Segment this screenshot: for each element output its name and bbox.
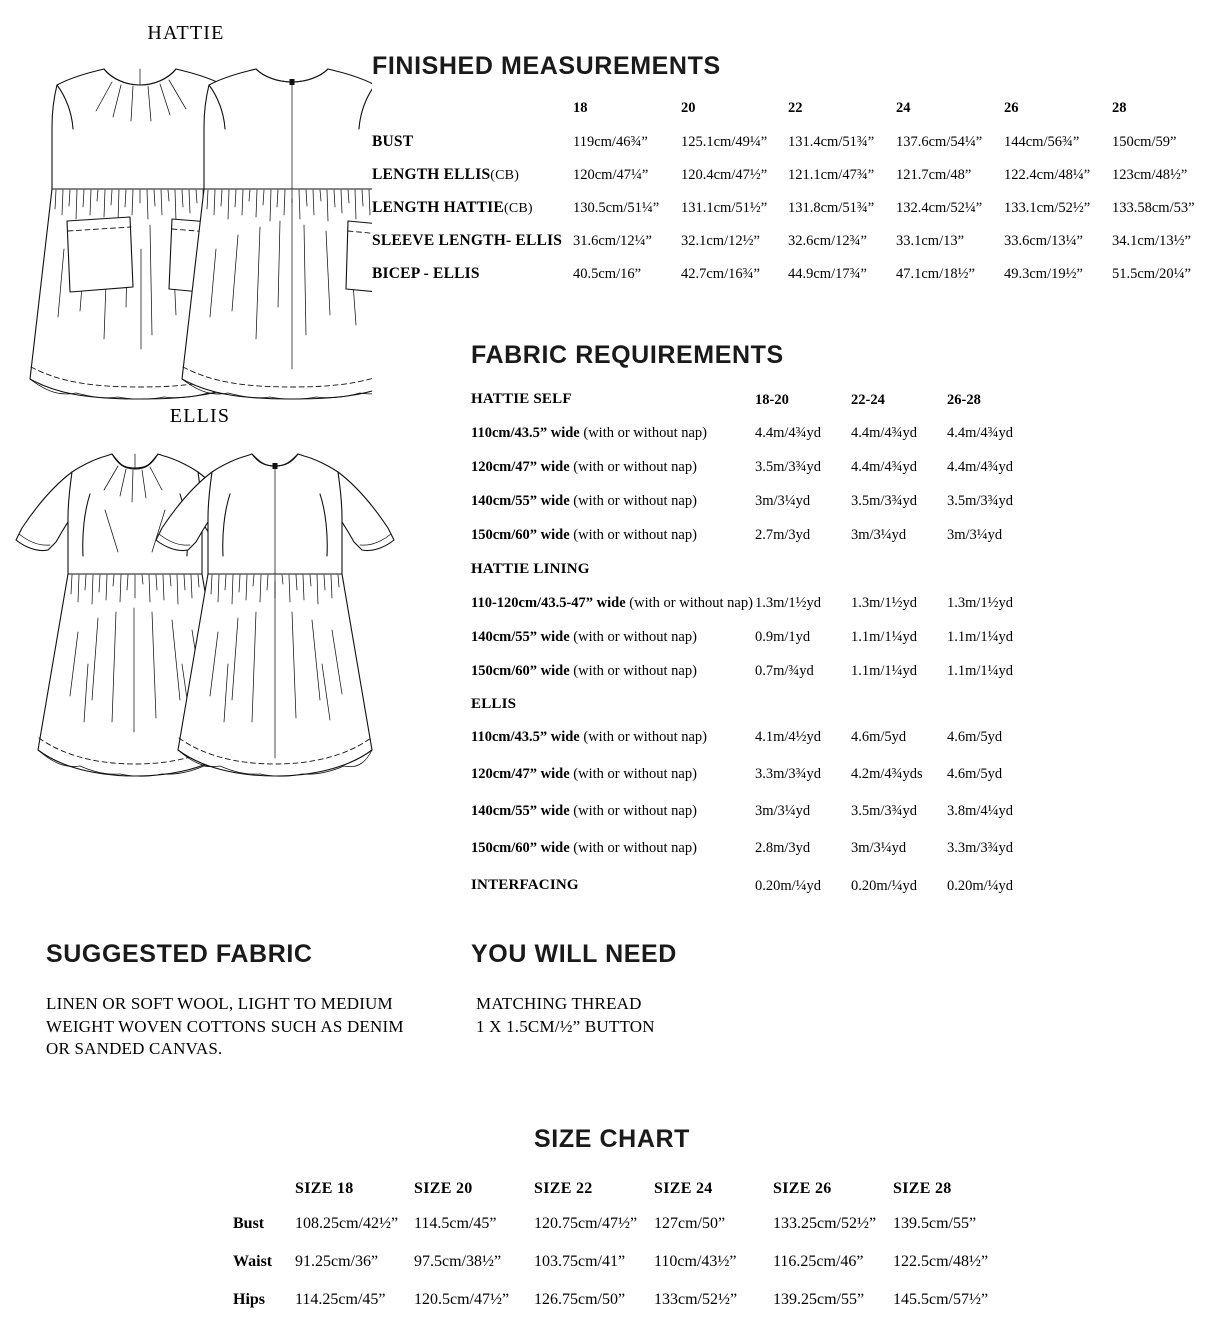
- table-cell: 133.25cm/52½”: [773, 1215, 877, 1232]
- size-chart-col-header: SIZE 20: [414, 1180, 473, 1197]
- size-chart-col-header: SIZE 24: [654, 1180, 713, 1197]
- fabric-row-label: [471, 840, 697, 857]
- fabric-row-label: [471, 663, 697, 680]
- suggested-fabric-line-3: OR SANDED CANVAS.: [46, 1039, 223, 1059]
- finished-measurements-section: [372, 52, 721, 81]
- table-cell: 131.4cm/51¾”: [788, 134, 875, 150]
- table-cell: 4.4m/4¾yd: [947, 459, 1014, 475]
- suggested-fabric-text: [46, 993, 446, 1061]
- table-cell: 91.25cm/36”: [295, 1253, 379, 1270]
- table-cell: 0.20m/¼yd: [755, 878, 822, 894]
- table-cell: 133.1cm/52½”: [1004, 200, 1091, 216]
- fabric-nap-note: (with or without nap): [573, 629, 697, 645]
- fr-col-header: 26-28: [947, 392, 981, 408]
- size-chart-col-header: SIZE 28: [893, 1180, 952, 1197]
- fabric-nap-note: (with or without nap): [573, 766, 697, 782]
- interfacing-label: INTERFACING: [471, 877, 579, 893]
- table-cell: 4.1m/4½yd: [755, 729, 822, 745]
- table-cell: 144cm/56¾”: [1004, 134, 1080, 150]
- table-cell: 120cm/47¼”: [573, 167, 649, 183]
- fm-row-label-text: BICEP - ELLIS: [372, 265, 480, 282]
- table-cell: 32.6cm/12¾”: [788, 233, 867, 249]
- size-chart-row-label: Hips: [233, 1291, 266, 1308]
- table-cell: 126.75cm/50”: [534, 1291, 626, 1308]
- table-cell: 32.1cm/12½”: [681, 233, 760, 249]
- fm-row-label-sub: (CB): [503, 201, 533, 216]
- suggested-fabric-line-1: LINEN OR SOFT WOOL, LIGHT TO MEDIUM: [46, 994, 393, 1013]
- finished-measurements-heading: FINISHED MEASUREMENTS: [372, 52, 721, 80]
- table-cell: 49.3cm/19½”: [1004, 266, 1083, 282]
- fr-col-header: 18-20: [755, 392, 789, 408]
- fabric-nap-note: (with or without nap): [573, 459, 697, 475]
- hattie-back-pocket-edge: [346, 221, 372, 292]
- table-cell: 130.5cm/51¼”: [573, 200, 660, 216]
- fabric-width: 120cm/47” wide: [471, 766, 570, 782]
- table-cell: 4.4m/4¾yd: [755, 425, 822, 441]
- table-cell: 33.6cm/13¼”: [1004, 233, 1083, 249]
- table-cell: 139.25cm/55”: [773, 1291, 865, 1308]
- fabric-row-label: [471, 425, 707, 442]
- table-cell: 3.5m/3¾yd: [851, 803, 918, 819]
- fm-col-header: 28: [1112, 100, 1127, 116]
- size-chart-heading: SIZE CHART: [534, 1125, 690, 1153]
- table-cell: 123cm/48½”: [1112, 167, 1188, 183]
- table-cell: 1.1m/1¼yd: [851, 663, 918, 679]
- table-cell: 120.75cm/47½”: [534, 1215, 638, 1232]
- table-cell: 4.4m/4¾yd: [851, 425, 918, 441]
- fabric-row-label: [471, 766, 697, 783]
- size-chart-row-label: Waist: [233, 1253, 273, 1270]
- fm-row-label-text: BUST: [372, 133, 414, 150]
- suggested-fabric-section: [46, 940, 446, 1061]
- size-chart-col-header: SIZE 18: [295, 1180, 354, 1197]
- fabric-row-label: [471, 493, 697, 510]
- table-cell: 4.6m/5yd: [947, 766, 1003, 782]
- fm-row-label-sub: (CB): [490, 168, 520, 183]
- table-cell: 131.1cm/51½”: [681, 200, 768, 216]
- table-cell: 132.4cm/52¼”: [896, 200, 983, 216]
- fabric-width: 110cm/43.5” wide: [471, 425, 580, 441]
- fabric-nap-note: (with or without nap): [573, 803, 697, 819]
- fabric-width: 150cm/60” wide: [471, 663, 570, 679]
- you-will-need-line-2: 1 X 1.5CM/½” BUTTON: [476, 1016, 655, 1036]
- table-cell: 133cm/52½”: [654, 1291, 738, 1308]
- table-cell: 121.1cm/47¾”: [788, 167, 875, 183]
- fabric-width: 110-120cm/43.5-47” wide: [471, 595, 626, 611]
- table-cell: 47.1cm/18½”: [896, 266, 975, 282]
- table-cell: 3m/3¼yd: [851, 527, 907, 543]
- table-cell: 34.1cm/13½”: [1112, 233, 1191, 249]
- table-cell: 1.3m/1½yd: [755, 595, 822, 611]
- table-cell: 3.3m/3¾yd: [755, 766, 822, 782]
- table-cell: 139.5cm/55”: [893, 1215, 977, 1232]
- table-cell: 103.75cm/41”: [534, 1253, 626, 1270]
- fabric-nap-note: (with or without nap): [573, 527, 697, 543]
- table-cell: 127cm/50”: [654, 1215, 726, 1232]
- table-cell: 4.6m/5yd: [947, 729, 1003, 745]
- size-chart-row-label: Bust: [233, 1215, 265, 1232]
- you-will-need-section: [471, 940, 801, 1038]
- fm-row-label-text: SLEEVE LENGTH- ELLIS: [372, 232, 563, 249]
- table-cell: 110cm/43½”: [654, 1253, 737, 1270]
- table-cell: 3m/3¼yd: [755, 493, 811, 509]
- table-cell: 1.3m/1½yd: [947, 595, 1014, 611]
- table-cell: 0.20m/¼yd: [851, 878, 918, 894]
- table-cell: 108.25cm/42½”: [295, 1215, 399, 1232]
- fabric-row-label: [471, 527, 697, 544]
- table-cell: 3m/3¼yd: [851, 840, 907, 856]
- table-cell: 125.1cm/49¼”: [681, 134, 768, 150]
- hattie-illustration-block: [0, 22, 372, 409]
- fabric-requirements-heading: FABRIC REQUIREMENTS: [471, 341, 784, 369]
- fabric-width: 110cm/43.5” wide: [471, 729, 580, 745]
- table-cell: 116.25cm/46”: [773, 1253, 864, 1270]
- table-cell: 44.9cm/17¾”: [788, 266, 867, 282]
- fabric-width: 140cm/55” wide: [471, 493, 570, 509]
- fm-col-header: 18: [573, 100, 588, 116]
- ellis-caption: ELLIS: [169, 405, 231, 427]
- table-cell: 3.5m/3¾yd: [755, 459, 822, 475]
- table-cell: 51.5cm/20¼”: [1112, 266, 1191, 282]
- table-cell: 0.9m/1yd: [755, 629, 811, 645]
- table-cell: 131.8cm/51¾”: [788, 200, 875, 216]
- ellis-illustration-block: [0, 405, 400, 792]
- table-cell: 121.7cm/48”: [896, 167, 972, 183]
- you-will-need-heading: YOU WILL NEED: [471, 940, 677, 968]
- table-cell: 3m/3¼yd: [947, 527, 1003, 543]
- table-row-label: [372, 232, 562, 250]
- table-cell: 1.1m/1¼yd: [947, 663, 1014, 679]
- table-cell: 40.5cm/16”: [573, 266, 642, 282]
- table-cell: 3.3m/3¾yd: [947, 840, 1014, 856]
- fabric-row-label: [471, 629, 697, 646]
- suggested-fabric-heading: SUGGESTED FABRIC: [46, 940, 313, 968]
- fabric-nap-note: (with or without nap): [573, 493, 697, 509]
- table-cell: 3m/3¼yd: [755, 803, 811, 819]
- fabric-row-label: [471, 729, 707, 746]
- table-cell: 133.58cm/53”: [1112, 200, 1195, 216]
- table-cell: 31.6cm/12¼”: [573, 233, 652, 249]
- table-row-label: [372, 265, 480, 283]
- fabric-row-label: [471, 803, 697, 820]
- table-cell: 120.5cm/47½”: [414, 1291, 510, 1308]
- you-will-need-line-1: MATCHING THREAD: [476, 994, 642, 1013]
- table-cell: 2.8m/3yd: [755, 840, 811, 856]
- table-cell: 120.4cm/47½”: [681, 167, 768, 183]
- fabric-nap-note: (with or without nap): [629, 595, 753, 611]
- you-will-need-text: [476, 993, 801, 1038]
- table-row-label: [372, 133, 413, 151]
- fabric-group-title: HATTIE LINING: [471, 561, 590, 577]
- table-cell: 3.5m/3¾yd: [947, 493, 1014, 509]
- hattie-patch-pocket-left: [67, 217, 133, 292]
- table-cell: 145.5cm/57½”: [893, 1291, 989, 1308]
- table-cell: 4.2m/4¾yds: [851, 766, 923, 782]
- hattie-back-view: [182, 69, 372, 399]
- table-cell: 114.5cm/45”: [414, 1215, 497, 1232]
- fabric-width: 150cm/60” wide: [471, 527, 570, 543]
- fm-col-header: 24: [896, 100, 911, 116]
- fm-row-label-text: LENGTH ELLIS: [372, 166, 491, 183]
- table-cell: 122.4cm/48¼”: [1004, 167, 1091, 183]
- table-row-label: [372, 199, 533, 217]
- fr-col-header: 22-24: [851, 392, 885, 408]
- fabric-nap-note: (with or without nap): [583, 729, 708, 745]
- fabric-nap-note: (with or without nap): [573, 840, 697, 856]
- fabric-nap-note: (with or without nap): [583, 425, 708, 441]
- fabric-requirements-section: [471, 341, 784, 370]
- table-cell: 4.6m/5yd: [851, 729, 907, 745]
- table-cell: 0.20m/¼yd: [947, 878, 1014, 894]
- table-cell: 122.5cm/48½”: [893, 1253, 989, 1270]
- finished-measurements-table: [372, 100, 1202, 290]
- table-cell: 137.6cm/54¼”: [896, 134, 983, 150]
- table-cell: 33.1cm/13”: [896, 233, 965, 249]
- ellis-technical-drawing: [0, 432, 400, 792]
- table-cell: 150cm/59”: [1112, 134, 1177, 150]
- table-cell: 1.1m/1¼yd: [851, 629, 918, 645]
- table-cell: 4.4m/4¾yd: [851, 459, 918, 475]
- hattie-caption: HATTIE: [147, 22, 225, 44]
- table-cell: 4.4m/4¾yd: [947, 425, 1014, 441]
- table-cell: 3.5m/3¾yd: [851, 493, 918, 509]
- fabric-width: 140cm/55” wide: [471, 803, 570, 819]
- table-row-label: [372, 166, 519, 184]
- suggested-fabric-line-2: WEIGHT WOVEN COTTONS SUCH AS DENIM: [46, 1016, 404, 1036]
- fm-row-label-text: LENGTH HATTIE: [372, 199, 504, 216]
- fabric-width: 140cm/55” wide: [471, 629, 570, 645]
- fm-col-header: 26: [1004, 100, 1019, 116]
- fabric-group-title: ELLIS: [471, 696, 517, 712]
- table-cell: 2.7m/3yd: [755, 527, 811, 543]
- table-cell: 1.1m/1¼yd: [947, 629, 1014, 645]
- size-chart-col-header: SIZE 22: [534, 1180, 593, 1197]
- table-cell: 97.5cm/38½”: [414, 1253, 502, 1270]
- table-cell: 114.25cm/45”: [295, 1291, 386, 1308]
- table-cell: 42.7cm/16¾”: [681, 266, 760, 282]
- fm-col-header: 22: [788, 100, 803, 116]
- fabric-row-label: [471, 595, 753, 612]
- fabric-row-label: [471, 459, 697, 476]
- table-cell: 1.3m/1½yd: [851, 595, 918, 611]
- hattie-technical-drawing: [0, 49, 372, 409]
- table-cell: 119cm/46¾”: [573, 134, 648, 150]
- table-cell: 3.8m/4¼yd: [947, 803, 1014, 819]
- fabric-width: 120cm/47” wide: [471, 459, 570, 475]
- size-chart-section: [534, 1125, 690, 1154]
- size-chart-col-header: SIZE 26: [773, 1180, 832, 1197]
- fm-col-header: 20: [681, 100, 696, 116]
- fabric-width: 150cm/60” wide: [471, 840, 570, 856]
- table-cell: 0.7m/¾yd: [755, 663, 814, 679]
- fabric-group-title: HATTIE SELF: [471, 391, 572, 407]
- fabric-nap-note: (with or without nap): [573, 663, 697, 679]
